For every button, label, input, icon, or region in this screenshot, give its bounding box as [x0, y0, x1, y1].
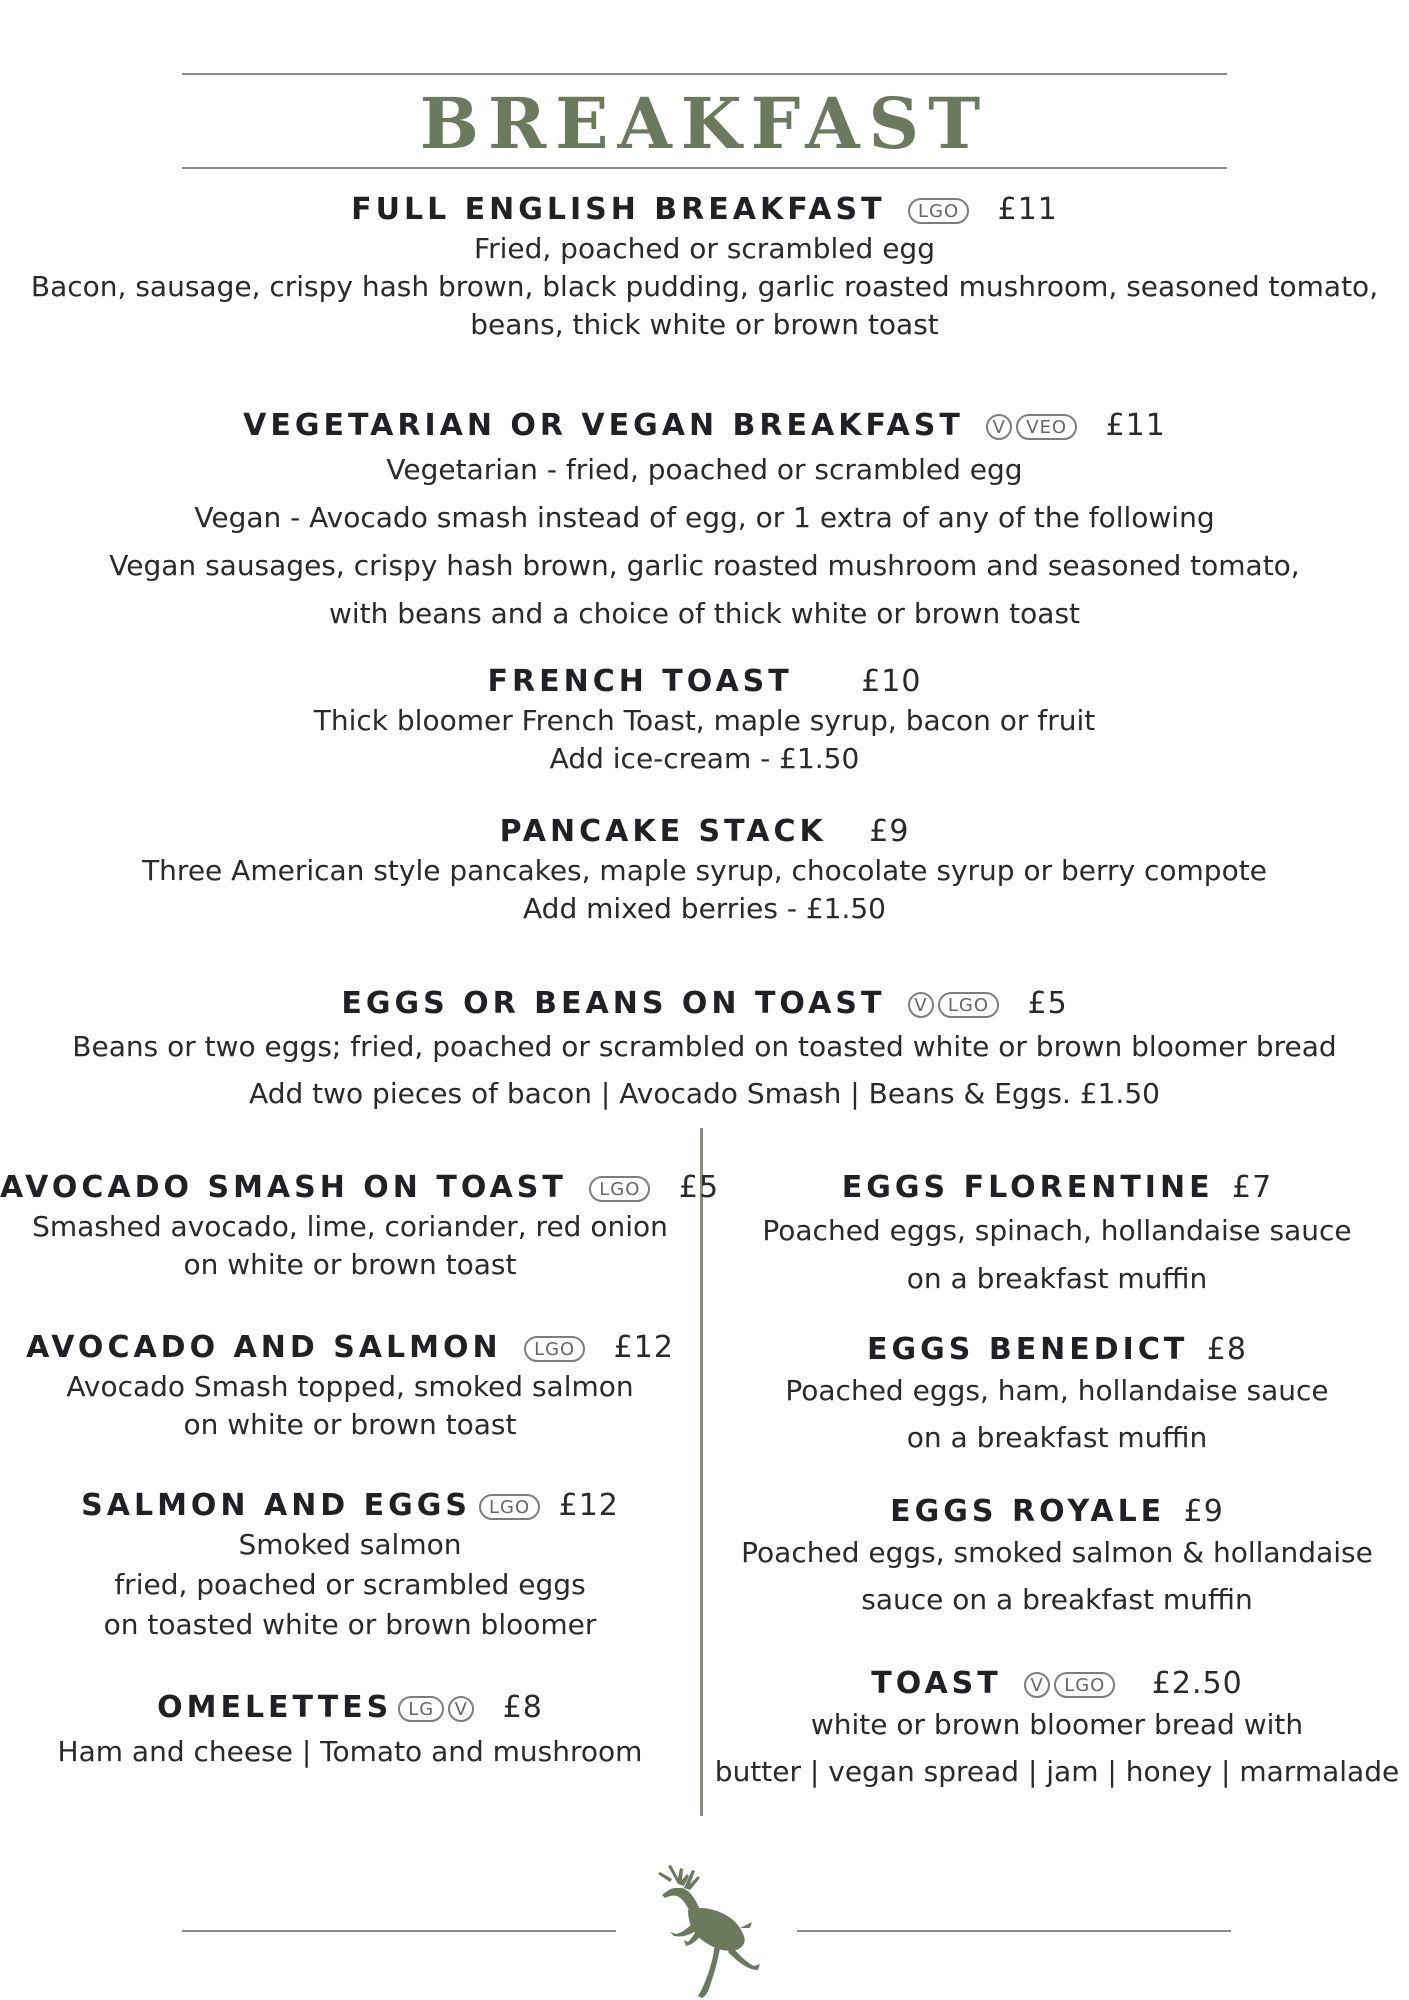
- menu-item-avocado-salmon: [0, 1328, 700, 1444]
- item-description: white or brown bloomer bread with: [810, 1708, 1304, 1741]
- item-description: fried, poached or scrambled eggs: [114, 1568, 586, 1601]
- item-name: SALMON AND EGGS: [81, 1488, 471, 1523]
- item-name: TOAST: [871, 1666, 1002, 1701]
- menu-item-veg-breakfast: [0, 406, 1409, 638]
- item-name: EGGS OR BEANS ON TOAST: [341, 986, 886, 1021]
- item-description: Vegan - Avocado smash instead of egg, or 1 extra of any of the following: [194, 501, 1215, 534]
- menu-item-eggs-royale: [705, 1492, 1409, 1626]
- menu-item-eggs-florentine: [705, 1168, 1409, 1304]
- item-description: Three American style pancakes, maple syrup, chocolate syrup or berry compote: [142, 854, 1267, 887]
- item-price: £7: [1232, 1170, 1273, 1205]
- item-price: £5: [678, 1170, 720, 1205]
- item-price: £10: [861, 664, 922, 699]
- lgo-badge: LGO: [524, 1336, 585, 1362]
- item-description: Poached eggs, ham, hollandaise sauce: [785, 1374, 1329, 1407]
- item-name: FRENCH TOAST: [487, 664, 793, 699]
- item-price: £9: [869, 814, 910, 849]
- footer-rule-left: [182, 1930, 616, 1932]
- menu-item-eggs-benedict: [705, 1330, 1409, 1464]
- item-description: on white or brown toast: [183, 1248, 517, 1281]
- item-price: £12: [558, 1488, 619, 1523]
- item-price: £8: [1206, 1332, 1247, 1367]
- v-badge: V: [448, 1696, 474, 1722]
- menu-item-pancake-stack: [0, 812, 1409, 928]
- item-price: £11: [1105, 408, 1166, 443]
- item-description: Add mixed berries - £1.50: [523, 892, 886, 925]
- item-description: sauce on a breakfast muffin: [861, 1583, 1253, 1616]
- item-description: Add ice-cream - £1.50: [549, 742, 860, 775]
- lg-badge: LG: [398, 1696, 444, 1722]
- menu-item-salmon-eggs: [0, 1486, 700, 1644]
- item-name: OMELETTES: [157, 1690, 393, 1725]
- item-description: Beans or two eggs; fried, poached or scrambled on toasted white or brown bloomer bread: [72, 1030, 1337, 1063]
- footer-rule-right: [797, 1930, 1231, 1932]
- item-description: on white or brown toast: [183, 1408, 517, 1441]
- item-description: Add two pieces of bacon | Avocado Smash | Beans & Eggs. £1.50: [249, 1077, 1160, 1110]
- item-name: AVOCADO AND SALMON: [26, 1330, 502, 1365]
- menu-item-toast: [705, 1664, 1409, 1798]
- v-badge: V: [986, 414, 1012, 440]
- item-price: £8: [502, 1690, 543, 1725]
- item-description: on a breakfast muffin: [906, 1262, 1208, 1295]
- top-rule: [182, 73, 1227, 75]
- item-description: with beans and a choice of thick white or brown toast: [328, 597, 1081, 630]
- item-price: £11: [997, 192, 1058, 227]
- item-description: Vegan sausages, crispy hash brown, garlic roasted mushroom and seasoned tomato,: [109, 549, 1300, 582]
- item-price: £9: [1183, 1494, 1224, 1529]
- lgo-badge: LGO: [938, 992, 999, 1018]
- item-description: Smashed avocado, lime, coriander, red onion: [32, 1210, 668, 1243]
- lgo-badge: LGO: [479, 1494, 540, 1520]
- leaping-stag-icon: [640, 1862, 770, 2000]
- menu-item-french-toast: [0, 662, 1409, 778]
- item-description: Smoked salmon: [238, 1528, 462, 1561]
- title-underline: [182, 167, 1227, 169]
- v-badge: V: [1024, 1672, 1050, 1698]
- item-name: EGGS BENEDICT: [867, 1332, 1189, 1367]
- page-title: BREAKFAST: [419, 82, 990, 165]
- lgo-badge: LGO: [908, 198, 969, 224]
- menu-item-avocado-smash: [0, 1168, 720, 1284]
- item-description: on a breakfast muffin: [906, 1421, 1208, 1454]
- item-name: AVOCADO SMASH ON TOAST: [0, 1170, 567, 1205]
- item-description: Poached eggs, smoked salmon & hollandaise: [741, 1536, 1373, 1569]
- item-price: £5: [1027, 986, 1068, 1021]
- v-badge: V: [908, 992, 934, 1018]
- item-description: Poached eggs, spinach, hollandaise sauce: [762, 1214, 1352, 1247]
- menu-item-full-english: [0, 190, 1409, 344]
- veo-badge: VEO: [1016, 414, 1077, 440]
- column-divider: [700, 1128, 703, 1816]
- item-description: beans, thick white or brown toast: [470, 308, 939, 341]
- item-description: Avocado Smash topped, smoked salmon: [66, 1370, 634, 1403]
- item-description: Fried, poached or scrambled egg: [474, 232, 935, 265]
- menu-item-omelettes: [0, 1688, 700, 1776]
- item-description: Vegetarian - fried, poached or scrambled egg: [386, 453, 1023, 486]
- item-description: butter | vegan spread | jam | honey | marmalade: [714, 1755, 1400, 1788]
- item-name: VEGETARIAN OR VEGAN BREAKFAST: [243, 408, 964, 443]
- item-price: £12: [613, 1330, 674, 1365]
- item-price: £2.50: [1151, 1666, 1243, 1701]
- item-description: Bacon, sausage, crispy hash brown, black pudding, garlic roasted mushroom, seasoned tomato,: [30, 270, 1379, 303]
- lgo-badge: LGO: [589, 1176, 650, 1202]
- item-name: PANCAKE STACK: [499, 814, 827, 849]
- menu-item-eggs-beans-toast: [0, 984, 1409, 1118]
- item-name: EGGS FLORENTINE: [841, 1170, 1214, 1205]
- item-name: EGGS ROYALE: [890, 1494, 1166, 1529]
- item-name: FULL ENGLISH BREAKFAST: [351, 192, 886, 227]
- lgo-badge: LGO: [1054, 1672, 1115, 1698]
- item-description: Ham and cheese | Tomato and mushroom: [57, 1735, 643, 1768]
- item-description: Thick bloomer French Toast, maple syrup, bacon or fruit: [313, 704, 1096, 737]
- item-description: on toasted white or brown bloomer: [103, 1608, 597, 1641]
